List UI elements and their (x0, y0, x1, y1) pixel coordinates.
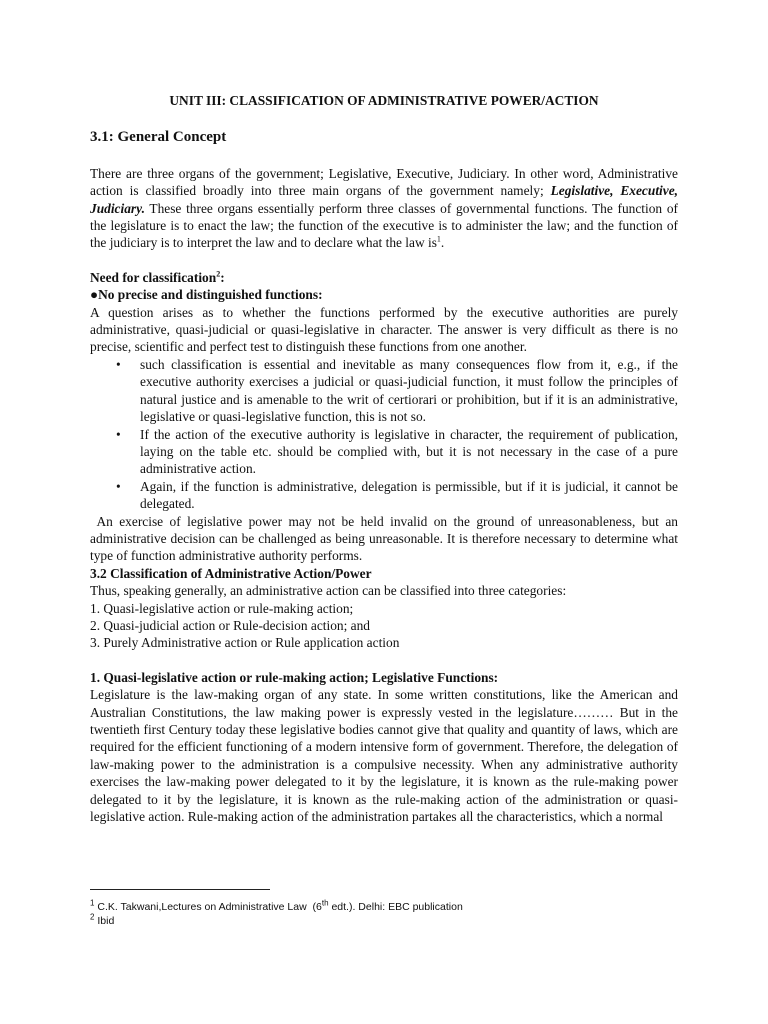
list-item: 2. Quasi-judicial action or Rule-decision action; and (90, 617, 371, 633)
section-3-2-intro: Thus, speaking generally, an administrative action can be classified into three categories: (90, 583, 567, 599)
organs-emphasis: Legislative, Executive, Judiciary. (90, 183, 678, 216)
footnote-1 (90, 900, 463, 914)
need-heading-text: Need for classification (90, 269, 217, 285)
page-title: UNIT III: CLASSIFICATION OF ADMINISTRATIVE POWER/ACTION (169, 93, 599, 108)
general-concept-text-a: There are three organs of the government; Legislative, Executive, Judiciary. In other word, Administrative action is classified broadly into three main organs of the government namely; (90, 165, 678, 199)
footnote-divider (90, 889, 270, 890)
footnote-ref-2: 2 (216, 269, 221, 279)
list-item: 1. Quasi-legislative action or rule-making action; (90, 600, 354, 616)
footnote-1-edition-sup: th (321, 898, 329, 908)
need-heading (90, 269, 678, 286)
list-item: • Again, if the function is administrative, delegation is permissible, but if it is judicial, it cannot be delegated. (140, 478, 678, 513)
footnote-1-text-b: edt.). Delhi: EBC publication (328, 901, 463, 913)
need-bullet-list (90, 356, 678, 513)
section-1-body: Legislature is the law-making organ of any state. In some written constitutions, like the American and Australian Constitutions, the law making power is expressly vested in the legislature……… But in the twentieth first Century today these legislative bodies cannot give that quality and quantity of laws, which are required for the efficient functioning of a modern intensive form of government. Therefore, the delegation of law-making power to the administration is a compulsive necessity. When any administrative authority exercises the law-making power delegated to it by the legislature, it is known as the rule-making power delegated to it by the legislature, it is known as the rule-making action of the administration or quasi-legislative action. Rule-making action of the administration partakes all the characteristics, which a normal (90, 687, 678, 825)
list-item: • such classification is essential and inevitable as many consequences flow from it, e.g., if the executive authority exercises a judicial or quasi-judicial function, it must follow the principles of natural justice and is amenable to the writ of certiorari or prohibition, but if it is an administrative, legislative or quasi-legislative function, this is not so. (140, 356, 678, 426)
general-concept-paragraph (90, 165, 678, 252)
need-heading-colon: : (220, 269, 225, 285)
general-concept-text-c: These three organs essentially perform three classes of governmental functions. The function of the legislature is to enact the law; the function of the executive is to administer the law; and the function of the judiciary is to interpret the law and to declare what the law is (90, 200, 678, 251)
need-closing-paragraph: An exercise of legislative power may not be held invalid on the ground of unreasonableness, but an administrative decision can be challenged as being unreasonable. It is therefore necessary to determine what type of function administrative authority performs. (90, 513, 682, 564)
need-intro-paragraph: A question arises as to whether the functions performed by the executive authorities are purely administrative, quasi-judicial or quasi-legislative in character. The answer is very difficult as there is no precise, scientific and perfect test to distinguish these functions from one another. (90, 304, 678, 355)
list-item: • If the action of the executive authority is legislative in character, the requirement of publication, laying on the table etc. should be complied with, but it is not necessary in the case of a pure administrative action. (140, 426, 678, 478)
footnote-1-number: 1 (90, 898, 95, 908)
footnote-ref-1: 1 (436, 234, 441, 244)
section-1-heading: 1. Quasi-legislative action or rule-making action; Legislative Functions: (90, 669, 499, 685)
footnotes (90, 900, 463, 928)
section-3-1-heading: 3.1: General Concept (90, 129, 227, 146)
footnote-2 (90, 914, 463, 928)
footnote-2-number: 2 (90, 912, 95, 922)
footnote-1-text-a: C.K. Takwani,Lectures on Administrative Law (6 (94, 901, 322, 913)
section-3-2-heading: 3.2 Classification of Administrative Action/Power (90, 565, 372, 581)
list-item: 3. Purely Administrative action or Rule application action (90, 635, 400, 651)
footnote-2-text: Ibid (94, 915, 115, 927)
general-concept-text-d: . (440, 235, 445, 251)
need-subheading: ●No precise and distinguished functions: (90, 287, 323, 303)
